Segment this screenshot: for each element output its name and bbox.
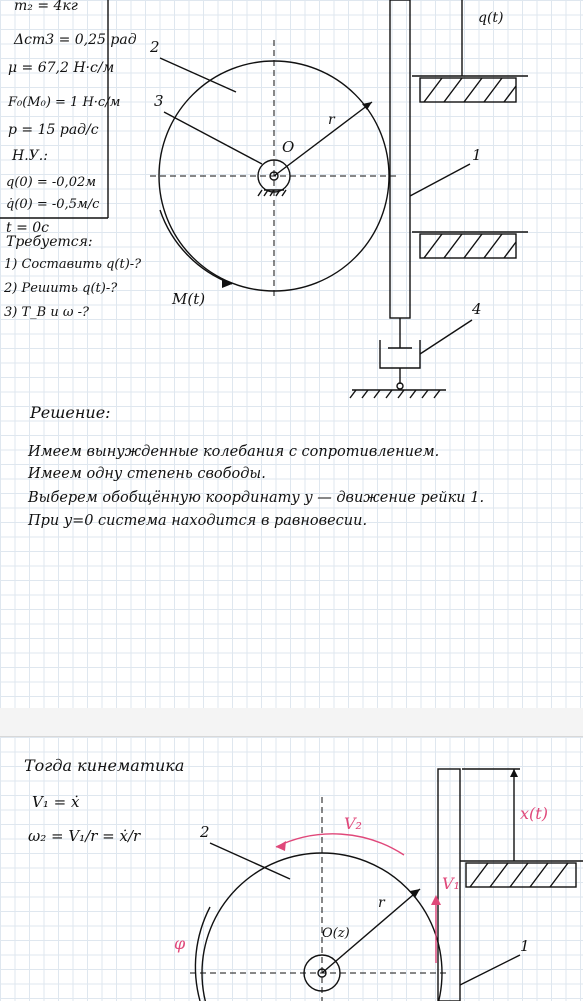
note-page-2 [0,736,583,1001]
kinematics-eq-2: ω₂ = V₁/r = ẋ/r [28,827,141,845]
pivot-support-hatch [258,190,286,196]
moment-arc [160,210,232,284]
page-separator [0,708,583,736]
task-line: 2) Решить q(t)-? [4,281,118,296]
solution-line: Выберем обобщённую координату y — движение рейки 1. [28,490,485,506]
wheel-label: 2 [150,38,160,56]
radius-label: r [328,112,335,128]
guide-hatch-2 [470,863,568,887]
given-line: F₀(M₀) = 1 Н·с/м [8,95,121,110]
coordinate-label-2: x(t) [520,804,548,823]
upper-guide-block [420,78,516,102]
rod-label-2: 1 [520,937,530,955]
wheel-label-2: 2 [200,823,210,841]
task-line: 3) Т_В и ω -? [4,305,89,320]
kinematics-heading: Тогда кинематика [24,756,185,775]
center-label-2: O(z) [322,926,350,941]
task-line: 1) Составить q(t)-? [4,257,142,272]
rod-velocity-arrowhead [431,895,441,905]
given-line: μ = 67,2 Н·с/м [8,60,115,76]
damper-label: 4 [472,300,482,318]
solution-heading: Решение: [30,403,111,422]
page-2-drawing [0,737,583,1001]
radius-label-2: r [378,895,385,911]
angle-label: φ [174,934,186,953]
moment-label: M(t) [172,290,206,308]
wheel-leader [160,58,236,92]
wheel-velocity-arc [276,834,404,855]
wheel-velocity-label: V₂ [344,814,362,833]
upper-guide-hatch [424,78,516,102]
coordinate-arrowhead-2 [510,769,518,777]
kinematics-eq-1: V₁ = ẋ [32,793,80,811]
given-line: m₂ = 4кг [14,0,78,14]
rod-leader-2 [460,955,520,985]
lower-guide-block [420,234,516,258]
given-line: q̇(0) = -0,5м/с [6,197,100,212]
rod-leader [410,164,470,196]
coordinate-label: q(t) [478,10,504,26]
given-line: Н.У.: [12,148,48,164]
center-label: O [282,138,295,156]
task-heading: Требуется: [6,234,93,250]
ground-hatch [350,390,440,398]
rod-velocity-label: V₁ [442,874,460,893]
given-line: t = 0с [6,220,50,236]
lower-guide-hatch [424,234,516,258]
given-line: q(0) = -0,02м [6,175,97,190]
solution-line: При y=0 система находится в равновесии. [28,513,368,529]
solution-line: Имеем вынужденные колебания с сопротивлением. [28,444,440,460]
damper-leader [420,320,472,354]
rod-label: 1 [472,146,482,164]
hub-leader [164,112,262,164]
rod-1 [390,0,410,318]
given-line: p = 15 рад/с [8,122,99,138]
given-line: Δст3 = 0,25 рад [14,32,137,48]
hub-label: 3 [154,92,164,110]
solution-line: Имеем одну степень свободы. [28,466,266,482]
